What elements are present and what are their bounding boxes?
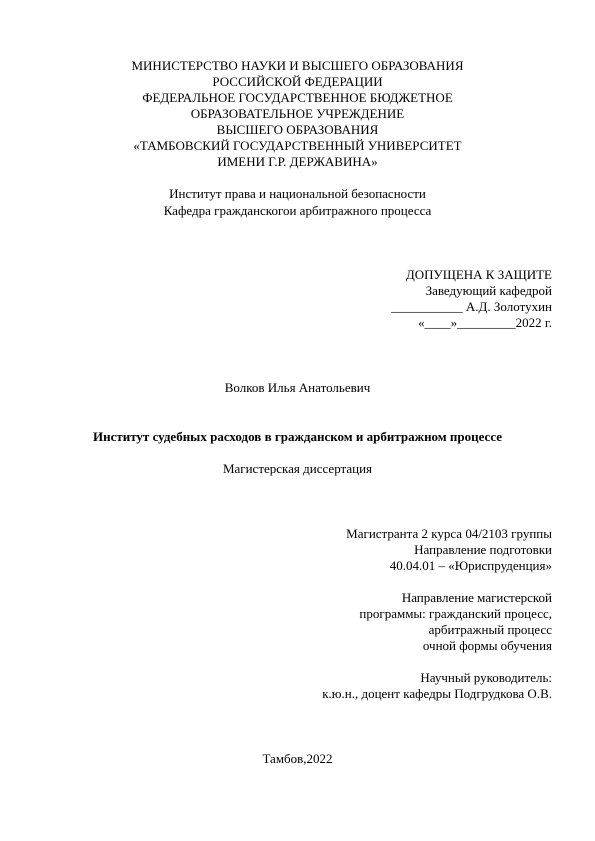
approval-date: «____»_________2022 г. [418, 315, 552, 330]
student-line-3: 40.04.01 – «Юриспруденция» [389, 558, 552, 573]
city-year: Тамбов,2022 [262, 751, 333, 766]
thesis-title: Институт судебных расходов в гражданском и арбитражном процессе [92, 429, 503, 444]
header-line-5: ВЫСШЕГО ОБРАЗОВАНИЯ [216, 122, 379, 137]
header-line-4: ОБРАЗОВАТЕЛЬНОЕ УЧРЕЖДЕНИЕ [190, 106, 405, 121]
supervisor-name: к.ю.н., доцент кафедры Подгрудкова О.В. [322, 686, 552, 701]
thesis-type: Магистерская диссертация [222, 461, 373, 476]
header-line-3: ФЕДЕРАЛЬНОЕ ГОСУДАРСТВЕННОЕ БЮДЖЕТНОЕ [142, 90, 453, 105]
header-line-7: ИМЕНИ Г.Р. ДЕРЖАВИНА» [217, 154, 378, 169]
program-line-3: арбитражный процесс [428, 622, 552, 637]
approval-title: ДОПУЩЕНА К ЗАЩИТЕ [405, 267, 552, 282]
author-name: Волков Илья Анатольевич [224, 380, 371, 395]
program-line-2: программы: гражданский процесс, [359, 606, 552, 621]
student-line-1: Магистранта 2 курса 04/2103 группы [346, 526, 552, 541]
program-line-4: очной формы обучения [422, 638, 552, 653]
header-line-1: МИНИСТЕРСТВО НАУКИ И ВЫСШЕГО ОБРАЗОВАНИЯ [131, 58, 464, 73]
institute-name: Институт права и национальной безопасности [169, 186, 426, 201]
approval-signature: ___________ А.Д. Золотухин [391, 299, 552, 314]
header-line-2: РОССИЙСКОЙ ФЕДЕРАЦИИ [212, 74, 383, 89]
program-line-1: Направление магистерской [401, 590, 552, 605]
student-line-2: Направление подготовки [414, 542, 552, 557]
approval-role: Заведующий кафедрой [425, 283, 552, 298]
supervisor-label: Научный руководитель: [420, 670, 552, 685]
department-name: Кафедра гражданскогои арбитражного процесса [163, 203, 432, 218]
header-line-6: «ТАМБОВСКИЙ ГОСУДАРСТВЕННЫЙ УНИВЕРСИТЕТ [133, 138, 462, 153]
